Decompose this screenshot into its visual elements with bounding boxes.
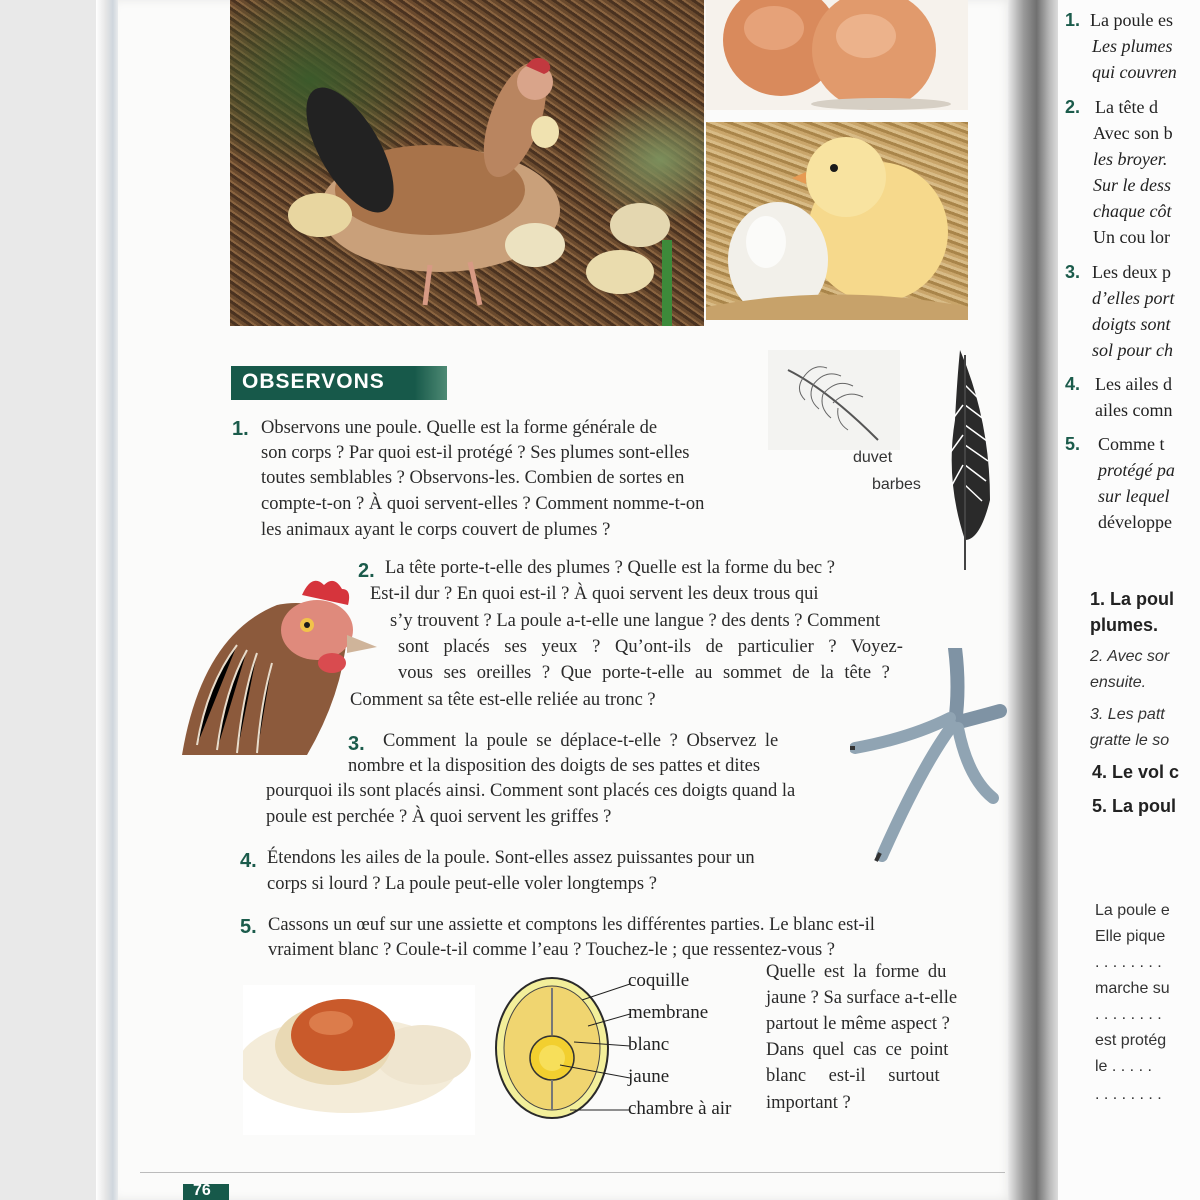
question-5-side-line: Dans quel cas ce point bbox=[766, 1040, 949, 1060]
exercise-line: La poule e bbox=[1095, 902, 1170, 919]
right-item-line: chaque côt bbox=[1093, 201, 1172, 221]
summary-line: ensuite. bbox=[1090, 674, 1147, 691]
right-item-line: développe bbox=[1098, 512, 1172, 532]
question-3-line: pourquoi ils sont placés ainsi. Comment sont placés ces doigts quand la bbox=[266, 781, 796, 801]
right-item-line: sol pour ch bbox=[1092, 340, 1173, 360]
question-1-line: les animaux ayant le corps couvert de plumes ? bbox=[261, 520, 611, 540]
question-2-number: 2. bbox=[358, 560, 375, 582]
egg-label-air-chamber: chambre à air bbox=[628, 1098, 732, 1119]
question-2-line: vous ses oreilles ? Que porte-t-elle au sommet de la tête ? bbox=[398, 663, 890, 683]
question-3-line: poule est perchée ? À quoi servent les griffes ? bbox=[266, 807, 612, 827]
question-5-side-line: jaune ? Sa surface a-t-elle bbox=[766, 988, 958, 1008]
question-1-number: 1. bbox=[232, 418, 249, 440]
summary-line: 1. La poul bbox=[1090, 589, 1175, 609]
question-2-line: s’y trouvent ? La poule a-t-elle une langue ? des dents ? Comment bbox=[390, 611, 881, 631]
right-item-line: Un cou lor bbox=[1093, 227, 1170, 247]
question-5-side-line: Quelle est la forme du bbox=[766, 962, 947, 982]
right-item-line: ailes comn bbox=[1095, 400, 1173, 420]
exercise-line: le . . . . . bbox=[1095, 1058, 1152, 1075]
exercise-line: . . . . . . . . bbox=[1095, 1006, 1162, 1023]
right-item-line: les broyer. bbox=[1093, 149, 1168, 169]
footer-rule bbox=[140, 1172, 1005, 1173]
exercise-line: est protég bbox=[1095, 1032, 1167, 1049]
egg-label-yolk: jaune bbox=[628, 1066, 670, 1087]
right-item-line: Comme t bbox=[1098, 434, 1165, 454]
right-item-line: sur lequel bbox=[1098, 486, 1170, 506]
right-item-line: doigts sont bbox=[1092, 314, 1171, 334]
question-4-line: corps si lourd ? La poule peut-elle voler longtemps ? bbox=[267, 874, 657, 894]
binding-strip bbox=[96, 0, 120, 1200]
feather-label-barbs: barbes bbox=[872, 476, 921, 493]
exercise-line: . . . . . . . . bbox=[1095, 954, 1162, 971]
right-item-4-number: 4. bbox=[1065, 374, 1081, 394]
egg-label-membrane: membrane bbox=[628, 1002, 709, 1023]
right-item-line: d’elles port bbox=[1092, 288, 1175, 308]
egg-label-shell: coquille bbox=[628, 970, 690, 991]
section-title: OBSERVONS bbox=[242, 370, 385, 393]
egg-label-white: blanc bbox=[628, 1034, 670, 1055]
question-3-line: nombre et la disposition des doigts de ses pattes et dites bbox=[348, 756, 761, 776]
summary-line: 3. Les patt bbox=[1090, 706, 1165, 723]
feather-drawing bbox=[930, 345, 1000, 575]
question-5-side-line: partout le même aspect ? bbox=[766, 1014, 950, 1034]
exercise-line: marche su bbox=[1095, 980, 1170, 997]
right-item-line: Les plumes bbox=[1092, 36, 1173, 56]
right-item-line: qui couvren bbox=[1092, 62, 1177, 82]
egg-diagram bbox=[490, 970, 640, 1125]
feather-label-down: duvet bbox=[853, 449, 893, 466]
question-5-line: Cassons un œuf sur une assiette et comptons les différentes parties. Le blanc est-il bbox=[268, 915, 875, 935]
question-5-side-line: blanc est-il surtout bbox=[766, 1066, 940, 1086]
book-gutter bbox=[1008, 0, 1060, 1200]
question-5-number: 5. bbox=[240, 916, 257, 938]
question-1-line: compte-t-on ? À quoi servent-elles ? Comment nomme-t-on bbox=[261, 494, 705, 514]
page-number: 76 bbox=[193, 1182, 211, 1199]
right-item-line: Avec son b bbox=[1093, 123, 1173, 143]
right-item-line: protégé pa bbox=[1098, 460, 1175, 480]
exercise-line: Elle pique bbox=[1095, 928, 1166, 945]
question-2-line: Comment sa tête est-elle reliée au tronc ? bbox=[350, 690, 656, 710]
question-3-number: 3. bbox=[348, 733, 365, 755]
right-item-3-number: 3. bbox=[1065, 262, 1081, 282]
right-item-line: La tête d bbox=[1095, 97, 1158, 117]
question-2-line: La tête porte-t-elle des plumes ? Quelle est la forme du bec ? bbox=[385, 558, 835, 578]
hen-with-chicks-photo bbox=[230, 0, 704, 326]
chick-and-egg-photo bbox=[706, 122, 968, 320]
right-item-line: La poule es bbox=[1090, 10, 1173, 30]
question-3-line: Comment la poule se déplace-t-elle ? Observez le bbox=[383, 731, 779, 751]
down-feather-photo bbox=[768, 350, 900, 450]
exercise-line: . . . . . . . . bbox=[1095, 1086, 1162, 1103]
right-item-5-number: 5. bbox=[1065, 434, 1081, 454]
question-4-number: 4. bbox=[240, 850, 257, 872]
right-item-1-number: 1. bbox=[1065, 10, 1081, 30]
question-1-line: Observons une poule. Quelle est la forme générale de bbox=[261, 418, 658, 438]
question-4-line: Étendons les ailes de la poule. Sont-elles assez puissantes pour un bbox=[267, 848, 755, 868]
question-5-side-line: important ? bbox=[766, 1093, 851, 1113]
right-item-line: Sur le dess bbox=[1093, 175, 1171, 195]
summary-line: 5. La poul bbox=[1092, 796, 1177, 816]
right-item-2-number: 2. bbox=[1065, 97, 1081, 117]
summary-line: 2. Avec sor bbox=[1090, 648, 1170, 665]
summary-line: gratte le so bbox=[1090, 732, 1170, 749]
hen-head-photo bbox=[182, 575, 382, 755]
broken-egg-photo bbox=[243, 985, 475, 1135]
question-1-line: toutes semblables ? Observons-les. Combien de sortes en bbox=[261, 468, 685, 488]
summary-line: 4. Le vol c bbox=[1092, 762, 1180, 782]
brown-eggs-photo bbox=[706, 0, 968, 110]
summary-line: plumes. bbox=[1090, 615, 1159, 635]
question-5-line: vraiment blanc ? Coule-t-il comme l’eau ? Touchez-le ; que ressentez-vous ? bbox=[268, 940, 836, 960]
question-1-line: son corps ? Par quoi est-il protégé ? Ses plumes sont-elles bbox=[261, 443, 690, 463]
right-item-line: Les deux p bbox=[1092, 262, 1171, 282]
right-item-line: Les ailes d bbox=[1095, 374, 1172, 394]
chicken-foot-drawing bbox=[850, 648, 1010, 863]
question-2-line: sont placés ses yeux ? Qu’ont-ils de particulier ? Voyez- bbox=[398, 637, 903, 657]
question-2-line: Est-il dur ? En quoi est-il ? À quoi servent les deux trous qui bbox=[370, 584, 819, 604]
